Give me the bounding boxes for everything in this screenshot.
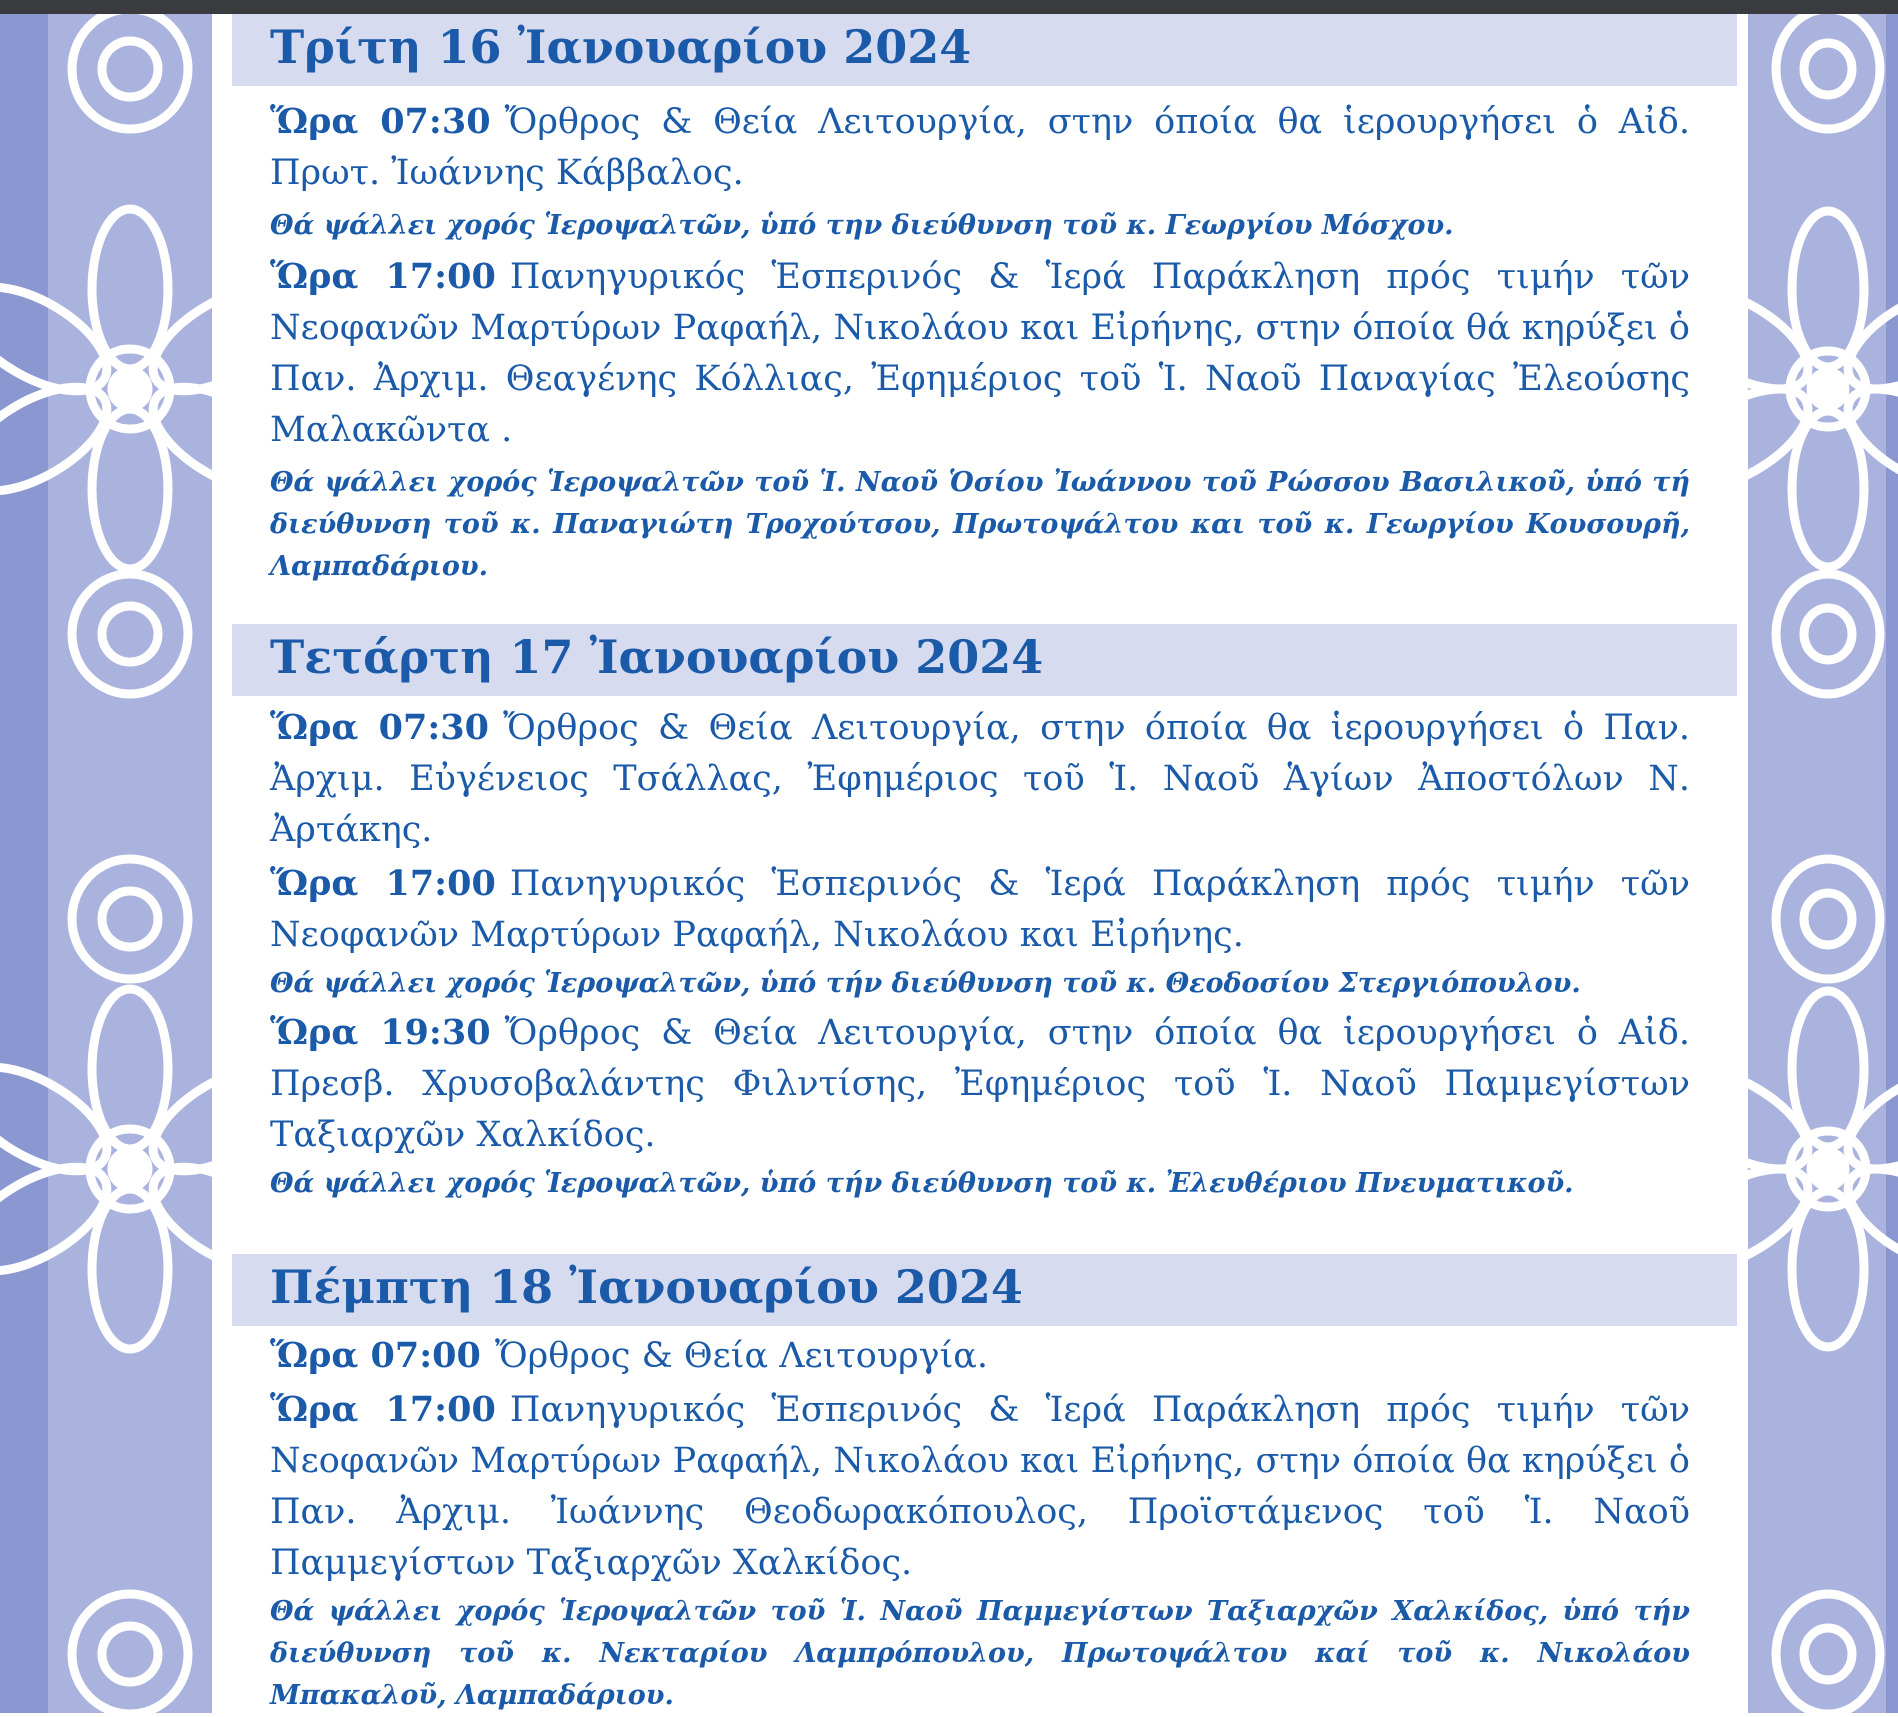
service-entry [232, 702, 1690, 856]
service-time: Ὥρα 17:00 [270, 256, 496, 297]
service-entry [232, 1384, 1690, 1589]
service-description: Ὄρθρος & Θεία Λειτουργία. [494, 1336, 989, 1376]
service-entry [232, 858, 1690, 961]
service-entry [232, 96, 1690, 199]
choir-note: Θά ψάλλει χορός Ἱεροψαλτῶν, ὑπό τήν διεύθυνση τοῦ κ. Θεοδοσίου Στεργιόπουλου. [270, 968, 1581, 999]
service-description: Ὄρθρος & Θεία Λειτουργία, στην όποία θα ἱερουργήσει ὁ Αἰδ. Πρεσβ. Χρυσοβαλάντης Φιλντίσης, Ἐφημέριος τοῦ Ἱ. Ναοῦ Παμμεγίστων Ταξιαρχῶν Χαλκίδος. [270, 1013, 1690, 1155]
right-decorative-border [1748, 14, 1898, 1713]
left-decorative-border [0, 14, 212, 1713]
service-time: Ὥρα 17:00 [270, 863, 496, 904]
service-time: Ὥρα 17:00 [270, 1389, 496, 1430]
day-title: Πέμπτη 18 Ἰανουαρίου 2024 [270, 1260, 1023, 1314]
day-section-tuesday [232, 14, 1737, 588]
eye-ornament-icon [1748, 14, 1898, 1713]
day-title: Τετάρτη 17 Ἰανουαρίου 2024 [270, 630, 1044, 684]
choir-note: Θά ψάλλει χορός Ἱεροψαλτῶν, ὑπό τήν διεύθυνση τοῦ κ. Ἐλευθέριου Πνευματικοῦ. [270, 1168, 1574, 1199]
service-description: Ὄρθρος & Θεία Λειτουργία, στην όποία θα ἱερουργήσει ὁ Παν. Ἀρχιμ. Εὐγένειος Τσάλλας, Ἐφημέριος τοῦ Ἱ. Ναοῦ Ἁγίων Ἀποστόλων Ν. Ἀρτάκης. [270, 708, 1690, 850]
day-header [232, 1254, 1737, 1326]
service-description: Πανηγυρικός Ἑσπερινός & Ἱερά Παράκληση πρός τιμήν τῶν Νεοφανῶν Μαρτύρων Ραφαήλ, Νικολάου και Εἰρήνης, στην όποία θα κηρύξει ὁ Παν. Ἀρχιμ. Ἰωάννης Θεοδωρακόπουλος, Προϊστάμενος τοῦ Ἱ. Ναοῦ Παμμεγίστων Ταξιαρχῶν Χαλκίδος. [270, 1390, 1690, 1583]
service-description: Ὄρθρος & Θεία Λειτουργία, στην όποία θα ἱερουργήσει ὁ Αἰδ. Πρωτ. Ἰωάννης Κάββαλος. [270, 102, 1690, 193]
service-description: Πανηγυρικός Ἑσπερινός & Ἱερά Παράκληση πρός τιμήν τῶν Νεοφανῶν Μαρτύρων Ραφαήλ, Νικολάου και Εἰρήνης. [270, 864, 1690, 955]
service-description: Πανηγυρικός Ἑσπερινός & Ἱερά Παράκληση πρός τιμήν τῶν Νεοφανῶν Μαρτύρων Ραφαήλ, Νικολάου και Εἰρήνης, στην όποία θά κηρύξει ὁ Παν. Ἀρχιμ. Θεαγένης Κόλλιας, Ἐφημέριος τοῦ Ἱ. Ναοῦ Παναγίας Ἐλεούσης Μαλακῶντα . [270, 257, 1690, 450]
service-time: Ὥρα 07:30 [270, 707, 490, 748]
top-bar [0, 0, 1898, 14]
choir-note: Θά ψάλλει χορός Ἱεροψαλτῶν τοῦ Ἱ. Ναοῦ Ὁσίου Ἰωάννου τοῦ Ρώσσου Βασιλικοῦ, ὑπό τή διεύθυνση τοῦ κ. Παναγιώτη Τροχούτσου, Πρωτοψάλτου και τοῦ κ. Γεωργίου Κουσουρῆ, Λαμπαδάριου. [270, 467, 1690, 582]
day-header [232, 14, 1737, 86]
day-section-wednesday [232, 624, 1737, 1205]
day-section-thursday [232, 1254, 1737, 1717]
program-content [232, 14, 1737, 1713]
service-time: Ὥρα 07:00 [270, 1335, 481, 1376]
service-time: Ὥρα 19:30 [270, 1012, 491, 1053]
service-entry [232, 251, 1690, 456]
day-title: Τρίτη 16 Ἰανουαρίου 2024 [270, 20, 972, 74]
service-entry [232, 1007, 1690, 1161]
service-time: Ὥρα 07:30 [270, 101, 491, 142]
day-header [232, 624, 1737, 696]
service-entry [232, 1330, 1690, 1382]
flower-ornament-icon [0, 14, 212, 1713]
choir-note: Θά ψάλλει χορός Ἱεροψαλτῶν, ὑπό την διεύθυνση τοῦ κ. Γεωργίου Μόσχου. [270, 210, 1454, 241]
choir-note: Θά ψάλλει χορός Ἱεροψαλτῶν τοῦ Ἱ. Ναοῦ Παμμεγίστων Ταξιαρχῶν Χαλκίδος, ὑπό τήν διεύθυνση τοῦ κ. Νεκταρίου Λαμπρόπουλου, Πρωτοψάλτου καί τοῦ κ. Νικολάου Μπακαλοῦ, Λαμπαδάριου. [270, 1596, 1690, 1711]
